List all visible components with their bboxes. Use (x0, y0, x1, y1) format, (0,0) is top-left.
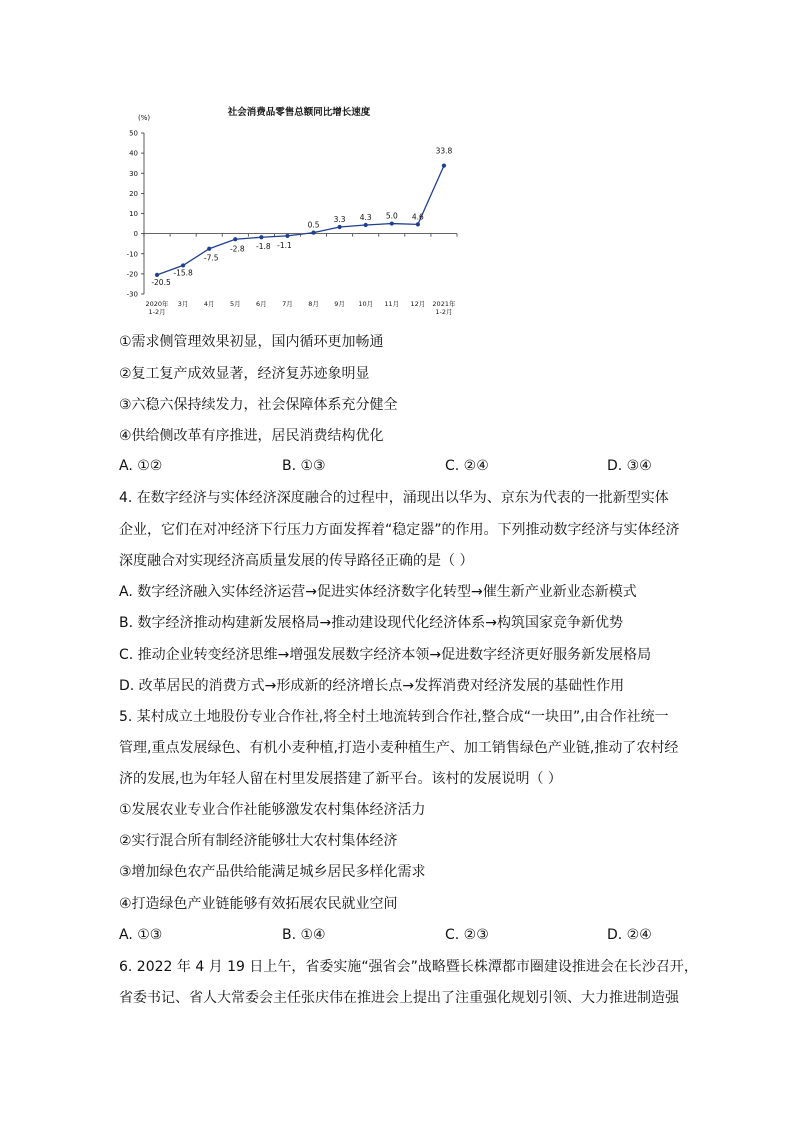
q6-stem-line-1: 6. 2022 年 4 月 19 日上午，省委实施“强省会”战略暨长株潭都市圈建设推进会在长沙召开， (119, 959, 698, 975)
data-label: 5.0 (385, 211, 398, 221)
data-point (364, 223, 368, 227)
data-label: 33.8 (435, 146, 453, 156)
q3-choice-c[interactable]: C. ②④ (445, 458, 489, 474)
data-label: 0.5 (307, 220, 320, 230)
data-point (390, 221, 394, 225)
q4-stem-line-3: 深度融合对实现经济高质量发展的传导路径正确的是（ ） (119, 553, 474, 569)
data-label: 4.3 (359, 212, 372, 222)
q3-option-4: ④供给侧改革有序推进，居民消费结构优化 (119, 428, 384, 444)
data-label: -1.8 (256, 242, 271, 252)
q5-choice-a[interactable]: A. ①③ (119, 927, 163, 943)
x-tick-label: 3月 (177, 300, 189, 308)
x-tick-label: 2021年 1-2月 (432, 300, 456, 316)
q3-choice-b[interactable]: B. ①③ (282, 458, 326, 474)
q5-option-1: ①发展农业专业合作社能够激发农村集体经济活力 (119, 802, 426, 818)
y-tick-label: 40 (129, 149, 138, 158)
q5-choice-d[interactable]: D. ②④ (607, 927, 652, 943)
q5-stem-line-1: 5. 某村成立土地股份专业合作社,将全村土地流转到合作社,整合成“一块田”,由合作社统一 (119, 709, 669, 725)
x-tick-label: 6月 (256, 300, 267, 308)
q4-choice-b[interactable]: B. 数字经济推动构建新发展格局→推动建设现代化经济体系→构筑国家竞争新优势 (119, 615, 623, 631)
data-label: -7.5 (203, 253, 219, 263)
q4-choice-c[interactable]: C. 推动企业转变经济思维→增强发展数字经济本领→促进数字经济更好服务新发展格局 (119, 647, 652, 663)
y-tick-label: 10 (129, 210, 138, 218)
q4-choice-d[interactable]: D. 改革居民的消费方式→形成新的经济增长点→发挥消费对经济发展的基础性作用 (119, 678, 625, 694)
x-tick-label: 4月 (203, 300, 215, 308)
data-label: -15.8 (173, 268, 193, 278)
data-point (155, 273, 159, 277)
x-tick-label: 5月 (229, 300, 241, 308)
q5-choice-b[interactable]: B. ①④ (282, 927, 326, 943)
q3-option-3: ③六稳六保持续发力，社会保障体系充分健全 (119, 397, 398, 413)
x-tick-label: 11月 (384, 300, 400, 308)
q3-option-1: ①需求侧管理效果初显，国内循环更加畅通 (119, 334, 384, 350)
data-point (233, 237, 237, 241)
series-line (157, 166, 444, 278)
y-tick-label: -20 (126, 270, 138, 279)
q3-option-2: ②复工复产成效显著，经济复苏迹象明显 (119, 366, 370, 382)
x-tick-label: 7月 (282, 300, 293, 308)
data-point (181, 263, 185, 267)
y-tick-label: 30 (129, 169, 138, 178)
q4-stem-line-2: 企业，它们在对冲经济下行压力方面发挥着“稳定器”的作用。下列推动数字经济与实体经济 (119, 522, 680, 538)
y-tick-label: 0 (133, 230, 138, 239)
data-label: -20.5 (151, 277, 171, 287)
data-point (285, 234, 289, 238)
q5-option-3: ③增加绿色农产品供给能满足城乡居民多样化需求 (119, 864, 426, 880)
q4-stem-line-1: 4. 在数字经济与实体经济深度融合的过程中，涌现出以华为、京东为代表的一批新型实体 (119, 490, 669, 506)
q5-option-4: ④打造绿色产业链能够有效拓展农民就业空间 (119, 896, 398, 912)
data-point (338, 225, 342, 229)
y-tick-label: -30 (126, 290, 138, 299)
y-tick-label: -10 (126, 250, 138, 259)
retail-sales-growth-chart (112, 98, 462, 326)
q6-stem-line-2: 省委书记、省人大常委会主任张庆伟在推进会上提出了注重强化规划引领、大力推进制造强 (119, 990, 679, 1006)
data-point (207, 247, 211, 251)
x-tick-label: 9月 (334, 300, 345, 308)
y-axis-unit: (%) (138, 114, 151, 122)
chart-title: 社会消费品零售总额同比增长速度 (227, 107, 371, 118)
q4-choice-a[interactable]: A. 数字经济融入实体经济运营→促进实体经济数字化转型→催生新产业新业态新模式 (119, 584, 637, 600)
data-point (442, 164, 446, 168)
x-tick-label: 10月 (358, 300, 374, 308)
y-tick-label: 20 (129, 189, 138, 198)
data-point (259, 235, 263, 239)
q5-stem-line-2: 管理,重点发展绿色、有机小麦种植,打造小麦种植生产、加工销售绿色产业链,推动了农村经 (119, 740, 679, 756)
data-label: -1.1 (277, 240, 292, 250)
data-point (311, 231, 315, 235)
data-point (416, 222, 420, 226)
q3-choice-d[interactable]: D. ③④ (607, 458, 652, 474)
x-tick-label: 2020年 1-2月 (145, 300, 169, 316)
data-label: 4.6 (411, 212, 424, 222)
data-label: 3.3 (333, 214, 346, 224)
x-tick-label: 12月 (410, 300, 426, 308)
data-label: -2.8 (229, 244, 245, 254)
x-tick-label: 8月 (308, 300, 319, 308)
y-tick-label: 50 (129, 129, 138, 138)
q5-option-2: ②实行混合所有制经济能够壮大农村集体经济 (119, 833, 398, 849)
q5-stem-line-3: 济的发展,也为年轻人留在村里发展搭建了新平台。该村的发展说明（ ） (119, 771, 562, 787)
q3-choice-a[interactable]: A. ①② (119, 458, 163, 474)
q5-choice-c[interactable]: C. ②③ (445, 927, 489, 943)
